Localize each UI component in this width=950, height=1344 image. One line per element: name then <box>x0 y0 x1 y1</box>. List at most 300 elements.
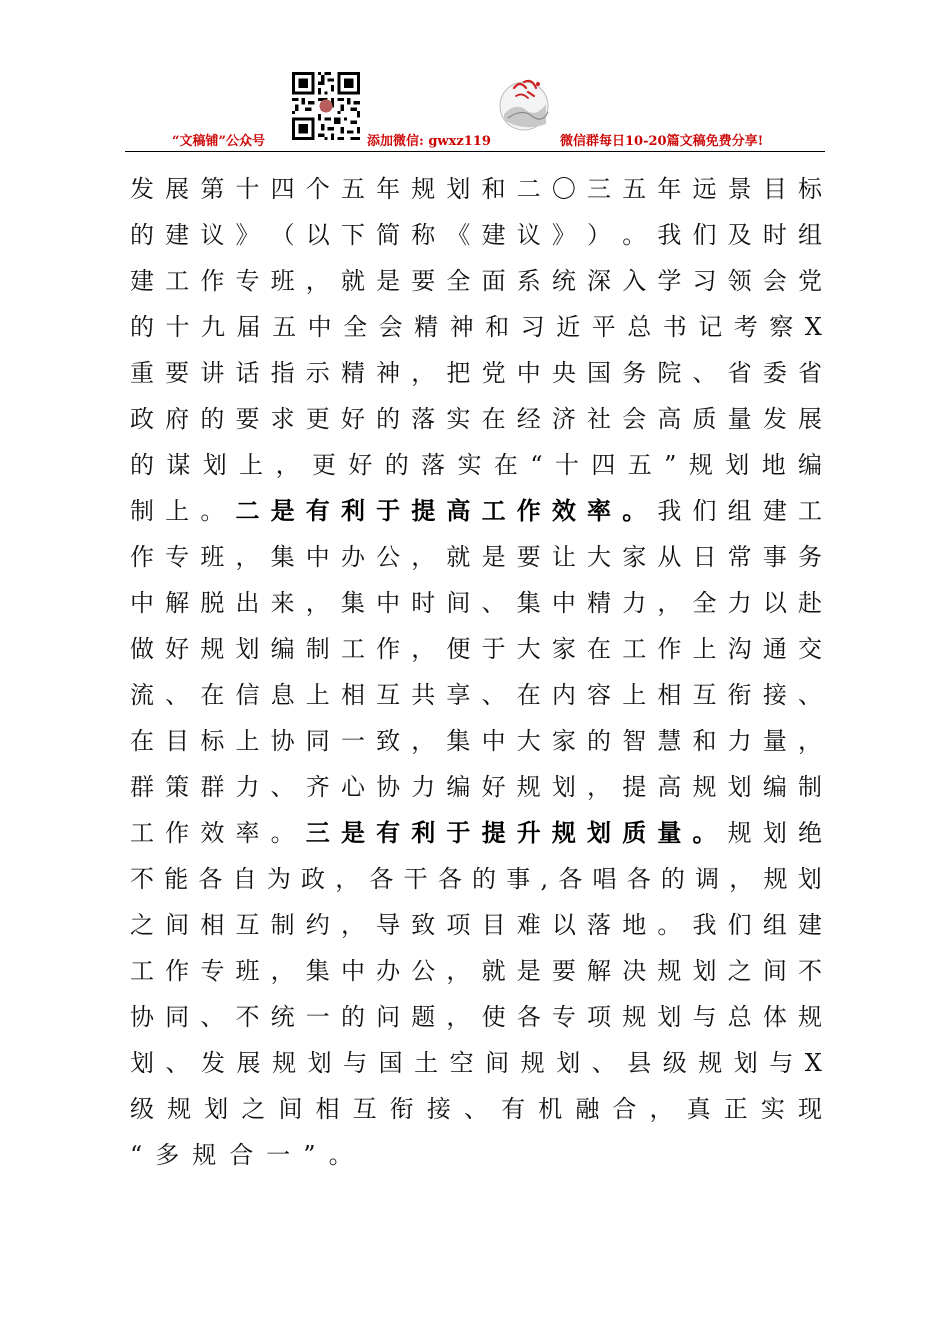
text-char: 导 <box>376 911 401 939</box>
text-char: 编 <box>762 773 787 801</box>
text-char: 工 <box>130 957 154 985</box>
text-char: 专 <box>551 1003 576 1031</box>
text-line <box>130 1040 822 1086</box>
text-char: 划 <box>725 451 750 479</box>
text-char: 把 <box>446 359 471 387</box>
text-char: 之 <box>727 957 752 985</box>
qr-code-icon <box>291 72 361 140</box>
text-char: 们 <box>692 221 717 249</box>
text-char: 绝 <box>797 819 822 847</box>
bold-char: 利 <box>340 496 365 525</box>
text-char: 学 <box>657 267 682 295</box>
text-char: 发 <box>762 405 787 433</box>
text-char: 策 <box>165 773 190 801</box>
text-char: 要 <box>165 359 190 387</box>
text-char: 工 <box>130 819 154 847</box>
text-char: 、 <box>463 1095 488 1123</box>
text-char: 使 <box>481 1003 506 1031</box>
text-char: 十 <box>165 313 190 341</box>
text-char: 协 <box>270 727 295 755</box>
text-char: 的 <box>384 451 409 479</box>
text-char: 精 <box>340 359 365 387</box>
text-char: 在 <box>587 635 612 663</box>
text-char: 划 <box>727 773 752 801</box>
text-char: 全 <box>692 589 717 617</box>
text-char: 政 <box>130 405 154 433</box>
text-char: 集 <box>305 957 330 985</box>
bold-char: 于 <box>376 496 401 525</box>
text-char: 划 <box>235 635 260 663</box>
text-char: 常 <box>727 543 752 571</box>
text-char: 系 <box>516 267 541 295</box>
text-char: 上 <box>692 635 717 663</box>
text-char: 集 <box>340 589 365 617</box>
text-char: 府 <box>165 405 190 433</box>
text-char: 容 <box>587 681 612 709</box>
text-char: 我 <box>657 497 682 525</box>
text-char: 四 <box>270 175 295 203</box>
text-char: 深 <box>587 267 612 295</box>
text-char: 规 <box>657 957 682 985</box>
text-char: ， <box>729 865 754 893</box>
text-char: 地 <box>622 911 647 939</box>
text-char: 专 <box>235 267 260 295</box>
text-char: 公 <box>411 957 436 985</box>
text-char: 们 <box>692 497 717 525</box>
text-char: 展 <box>236 1049 261 1077</box>
text-line <box>130 580 822 626</box>
text-line <box>130 212 822 258</box>
bold-char: 提 <box>411 496 436 525</box>
text-char: 从 <box>657 543 682 571</box>
text-char: 级 <box>662 1049 687 1077</box>
text-char: 十 <box>235 175 260 203</box>
text-char: 省 <box>727 359 752 387</box>
text-char: 话 <box>235 359 260 387</box>
header-right-text: 微信群每日10-20篇文稿免费分享! <box>560 134 764 149</box>
text-char: 解 <box>587 957 612 985</box>
text-char: 专 <box>200 957 225 985</box>
text-line <box>130 166 822 212</box>
text-char: 展 <box>797 405 822 433</box>
text-char: 发 <box>130 175 154 203</box>
text-char: 在 <box>200 681 225 709</box>
text-char: “ <box>130 1141 143 1169</box>
bold-char: 划 <box>587 818 612 847</box>
text-char: 相 <box>200 911 225 939</box>
text-char: 办 <box>340 543 365 571</box>
text-char: 大 <box>587 543 612 571</box>
text-char: 决 <box>622 957 647 985</box>
text-char: 日 <box>692 543 717 571</box>
text-char: 十 <box>554 451 579 479</box>
text-char: ， <box>305 267 330 295</box>
text-char: 好 <box>340 405 365 433</box>
bold-char: 三 <box>305 818 330 847</box>
text-char: 会 <box>378 313 403 341</box>
text-char: 的 <box>340 1003 365 1031</box>
text-char: 的 <box>376 405 401 433</box>
text-char: 面 <box>481 267 506 295</box>
text-char: 互 <box>352 1095 377 1123</box>
text-char: 让 <box>551 543 576 571</box>
text-char: 享 <box>446 681 471 709</box>
text-char: 组 <box>727 497 752 525</box>
text-char: 编 <box>446 773 471 801</box>
text-char: ， <box>649 1095 674 1123</box>
text-line <box>130 672 822 718</box>
text-char: 国 <box>587 359 612 387</box>
text-char: 互 <box>235 911 260 939</box>
text-char: 难 <box>516 911 541 939</box>
text-char: 集 <box>270 543 295 571</box>
text-char: 制 <box>797 773 822 801</box>
text-char: 统 <box>270 1003 295 1031</box>
text-char: ， <box>411 635 436 663</box>
text-char: 下 <box>340 221 365 249</box>
text-char: 间 <box>485 1049 510 1077</box>
text-char: 时 <box>411 589 436 617</box>
text-char: 来 <box>270 589 295 617</box>
text-char: 间 <box>165 911 190 939</box>
text-char: 各 <box>369 865 394 893</box>
text-char: 好 <box>165 635 190 663</box>
text-char: 家 <box>551 635 576 663</box>
text-char: 习 <box>692 267 717 295</box>
text-char: 》 <box>551 221 576 249</box>
text-char: 上 <box>239 451 264 479</box>
text-char: 社 <box>587 405 612 433</box>
text-char: 题 <box>411 1003 436 1031</box>
text-char: 年 <box>657 175 682 203</box>
text-char: 简 <box>376 221 401 249</box>
text-char: 智 <box>622 727 647 755</box>
text-char: 经 <box>516 405 541 433</box>
text-char: （ <box>270 221 295 249</box>
text-char: 作 <box>165 957 190 985</box>
text-char: 上 <box>165 497 190 525</box>
text-char: 有 <box>501 1095 526 1123</box>
text-char: 合 <box>612 1095 637 1123</box>
text-char: 接 <box>426 1095 451 1123</box>
bold-char: 。 <box>692 818 717 847</box>
text-char: ， <box>305 589 330 617</box>
text-char: ， <box>411 543 436 571</box>
text-char: 流 <box>130 681 154 709</box>
text-char: 各 <box>198 865 223 893</box>
text-char: 工 <box>165 267 190 295</box>
text-char: 要 <box>411 267 436 295</box>
text-char: 委 <box>762 359 787 387</box>
text-char: 各 <box>437 865 462 893</box>
text-char: 脱 <box>200 589 225 617</box>
text-char: 县 <box>627 1049 652 1077</box>
text-char: 信 <box>235 681 260 709</box>
header-wechat-text: 添加微信: gwxz119 <box>367 134 491 149</box>
text-char: 全 <box>343 313 368 341</box>
text-char: 中 <box>305 543 330 571</box>
text-line <box>130 488 822 534</box>
text-char: 及 <box>727 221 752 249</box>
text-char: 规 <box>622 1003 647 1031</box>
text-char: 通 <box>762 635 787 663</box>
text-char: 中 <box>130 589 154 617</box>
text-char: 赴 <box>797 589 822 617</box>
text-char: 心 <box>340 773 365 801</box>
text-char: 事 <box>762 543 787 571</box>
text-char: 工 <box>797 497 822 525</box>
text-char: 力 <box>727 727 752 755</box>
text-char: 讲 <box>200 359 225 387</box>
text-char: 称 <box>411 221 436 249</box>
text-char: 各 <box>558 865 583 893</box>
text-char: 协 <box>376 773 401 801</box>
text-char: 发 <box>201 1049 226 1077</box>
text-char: 集 <box>446 727 471 755</box>
text-char: 便 <box>446 635 471 663</box>
bold-char: 。 <box>622 496 647 525</box>
text-char: 交 <box>797 635 822 663</box>
text-char: 量 <box>762 727 787 755</box>
brand-logo-icon <box>498 74 550 132</box>
text-char: 做 <box>130 635 154 663</box>
text-char: 标 <box>797 175 822 203</box>
text-char: 规 <box>727 819 752 847</box>
bold-char: 高 <box>446 496 471 525</box>
text-char: 五 <box>622 175 647 203</box>
text-char: 个 <box>305 175 330 203</box>
text-char: 一 <box>340 727 365 755</box>
text-char: 务 <box>797 543 822 571</box>
text-char: 接 <box>762 681 787 709</box>
text-char: 、 <box>481 681 506 709</box>
text-char: 总 <box>627 313 652 341</box>
text-line <box>130 396 822 442</box>
text-char: 专 <box>165 543 190 571</box>
text-char: 。 <box>270 819 295 847</box>
text-char: 现 <box>797 1095 822 1123</box>
text-char: 的 <box>130 313 154 341</box>
text-char: 沟 <box>727 635 752 663</box>
text-char: 互 <box>692 681 717 709</box>
text-char: ， <box>235 543 260 571</box>
text-char: 以 <box>305 221 330 249</box>
text-char: 作 <box>376 635 401 663</box>
text-char: 实 <box>446 405 471 433</box>
text-char: 内 <box>551 681 576 709</box>
text-char: 同 <box>165 1003 190 1031</box>
bold-char: 工 <box>481 496 506 525</box>
text-char: 划 <box>130 1049 154 1077</box>
text-char: 更 <box>305 405 330 433</box>
text-char: 规 <box>698 1049 723 1077</box>
text-char: 一 <box>266 1141 291 1169</box>
text-char: 划 <box>556 1049 581 1077</box>
text-char: 、 <box>591 1049 616 1077</box>
text-char: ， <box>446 957 471 985</box>
text-char: 精 <box>414 313 439 341</box>
text-char: 办 <box>376 957 401 985</box>
text-char: 工 <box>340 635 365 663</box>
text-char: 中 <box>376 589 401 617</box>
text-char: 中 <box>516 359 541 387</box>
text-char: 集 <box>516 589 541 617</box>
text-char: 制 <box>130 497 154 525</box>
text-char: 我 <box>657 221 682 249</box>
text-char: 划 <box>692 957 717 985</box>
text-char: 体 <box>762 1003 787 1031</box>
text-line <box>130 810 822 856</box>
text-char: 力 <box>727 589 752 617</box>
text-char: 项 <box>446 911 471 939</box>
header-left-text: “文稿铺”公众号 <box>172 134 265 149</box>
text-char: 要 <box>516 543 541 571</box>
text-char: 的 <box>130 451 154 479</box>
text-char: 党 <box>797 267 822 295</box>
text-char: 的 <box>130 221 154 249</box>
text-char: 规 <box>692 773 717 801</box>
text-char: 规 <box>763 865 788 893</box>
text-char: 高 <box>657 773 682 801</box>
text-char: 共 <box>411 681 436 709</box>
text-char: 议 <box>200 221 225 249</box>
text-char: 项 <box>587 1003 612 1031</box>
text-char: 在 <box>130 727 154 755</box>
text-char: 作 <box>130 543 154 571</box>
text-char: 政 <box>301 865 326 893</box>
text-char: 届 <box>236 313 261 341</box>
bold-char: 升 <box>516 818 541 847</box>
text-char: 、 <box>165 681 190 709</box>
text-char: 落 <box>587 911 612 939</box>
text-char: 二 <box>516 175 541 203</box>
text-char: 群 <box>200 773 225 801</box>
text-line <box>130 764 822 810</box>
text-char: 目 <box>481 911 506 939</box>
text-char: 景 <box>727 175 752 203</box>
text-line <box>130 626 822 672</box>
text-char: 展 <box>165 175 190 203</box>
text-char: 相 <box>315 1095 340 1123</box>
text-char: 慧 <box>657 727 682 755</box>
text-char: ， <box>411 727 436 755</box>
text-char: 间 <box>278 1095 303 1123</box>
text-char: 以 <box>762 589 787 617</box>
text-char: 规 <box>411 175 436 203</box>
text-char: 、 <box>200 1003 225 1031</box>
text-char: 上 <box>305 681 330 709</box>
bold-char: 量 <box>657 818 682 847</box>
text-char: 》 <box>235 221 260 249</box>
text-char: 融 <box>575 1095 600 1123</box>
text-char: 远 <box>692 175 717 203</box>
text-char: 上 <box>622 681 647 709</box>
text-char: 群 <box>130 773 154 801</box>
text-char: 的 <box>587 727 612 755</box>
text-char: 中 <box>481 727 506 755</box>
text-line <box>130 534 822 580</box>
text-char: 作 <box>200 267 225 295</box>
text-char: 地 <box>761 451 786 479</box>
text-char: 致 <box>376 727 401 755</box>
text-char: 划 <box>762 819 787 847</box>
bold-char: 提 <box>481 818 506 847</box>
text-line <box>130 856 822 902</box>
text-char: 作 <box>657 635 682 663</box>
text-line <box>130 304 822 350</box>
text-char: 、 <box>270 773 295 801</box>
text-char: 在 <box>516 681 541 709</box>
text-char: 以 <box>551 911 576 939</box>
bold-char: 是 <box>340 818 365 847</box>
text-char: 标 <box>200 727 225 755</box>
text-char: 与 <box>769 1049 794 1077</box>
text-char: 济 <box>551 405 576 433</box>
text-char: 规 <box>192 1141 217 1169</box>
text-char: 划 <box>551 773 576 801</box>
text-char: 院 <box>657 359 682 387</box>
text-char: 组 <box>762 911 787 939</box>
text-char: 党 <box>481 359 506 387</box>
text-char: 统 <box>551 267 576 295</box>
text-line <box>130 994 822 1040</box>
text-char: 真 <box>686 1095 711 1123</box>
text-char: 神 <box>449 313 474 341</box>
text-char: 干 <box>403 865 428 893</box>
text-char: 力 <box>622 589 647 617</box>
text-char: 划 <box>202 451 227 479</box>
text-char: 规 <box>516 773 541 801</box>
text-char: 大 <box>516 727 541 755</box>
text-char: 事 <box>506 865 531 893</box>
text-char: 不 <box>235 1003 260 1031</box>
text-char: 公 <box>376 543 401 571</box>
text-char: 好 <box>481 773 506 801</box>
text-char: 四 <box>591 451 616 479</box>
text-char: 规 <box>688 451 713 479</box>
text-char: 省 <box>797 359 822 387</box>
text-char: 与 <box>692 1003 717 1031</box>
text-char: 相 <box>340 681 365 709</box>
text-char: 〇 <box>551 175 576 203</box>
text-char: 级 <box>130 1095 154 1123</box>
text-char: 机 <box>538 1095 563 1123</box>
text-char: 与 <box>343 1049 368 1077</box>
text-line <box>130 902 822 948</box>
text-char: 就 <box>340 267 365 295</box>
text-char: 间 <box>762 957 787 985</box>
text-char: 划 <box>733 1049 758 1077</box>
text-char: 时 <box>762 221 787 249</box>
text-line <box>130 1132 822 1178</box>
text-char: 量 <box>727 405 752 433</box>
text-char: 年 <box>376 175 401 203</box>
text-char: 划 <box>307 1049 332 1077</box>
text-char: 是 <box>376 267 401 295</box>
text-char: 领 <box>727 267 752 295</box>
text-char: 九 <box>201 313 226 341</box>
text-char: 目 <box>762 175 787 203</box>
text-char: 班 <box>270 267 295 295</box>
bold-char: 二 <box>235 496 260 525</box>
text-char: 谋 <box>166 451 191 479</box>
text-char: 。 <box>200 497 225 525</box>
text-char: 近 <box>556 313 581 341</box>
text-char: 组 <box>797 221 822 249</box>
text-char: 率 <box>235 819 260 847</box>
text-char: 划 <box>204 1095 229 1123</box>
text-char: 《 <box>446 221 471 249</box>
